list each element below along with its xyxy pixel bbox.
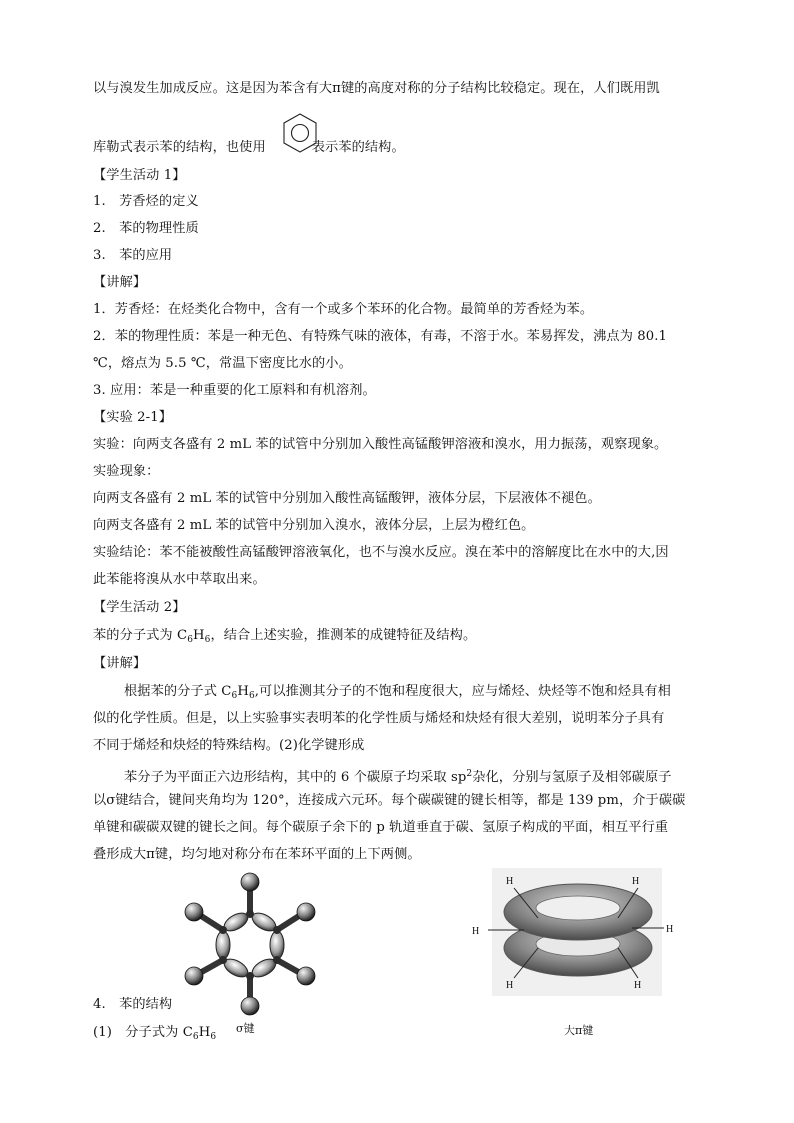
- text-fragment: ，结合上述实验，推测苯的成键特征及结构。: [210, 628, 477, 643]
- section-heading: 【实验 2-1】: [93, 410, 172, 425]
- text-fragment: 表示苯的结构。: [311, 140, 405, 155]
- paragraph-line: ℃，熔点为 5.5 ℃，常温下密度比水的小。: [93, 356, 352, 371]
- hydrogen-label: H: [666, 924, 674, 935]
- paragraph-line: 向两支各盛有 2 mL 苯的试管中分别加入酸性高锰酸钾，液体分层，下层液体不褪色。: [93, 491, 601, 506]
- text-fragment: 苯的分子式为 C: [93, 628, 188, 643]
- list-item: 4. 苯的结构: [93, 997, 173, 1012]
- paragraph-line: 叠形成大π键，均匀地对称分布在苯环平面的上下两侧。: [93, 847, 421, 862]
- subscript: 6: [192, 1032, 199, 1042]
- section-heading: 【学生活动 2】: [93, 600, 186, 615]
- paragraph-line: 实验现象：: [93, 464, 160, 479]
- section-heading: 【讲解】: [93, 275, 147, 290]
- paragraph-line: 3. 应用：苯是一种重要的化工原料和有机溶剂。: [93, 383, 376, 398]
- section-heading: 【学生活动 1】: [93, 168, 186, 183]
- paragraph-line: [124, 683, 744, 705]
- paragraph-line: [93, 627, 713, 649]
- hydrogen-label: H: [632, 876, 640, 887]
- text-fragment: ,可以推测其分子的不饱和程度很大，应与烯烃、炔烃等不饱和烃具有相: [254, 684, 671, 699]
- list-item: 2. 苯的物理性质: [93, 221, 199, 236]
- paragraph-line: 此苯能将溴从水中萃取出来。: [93, 572, 266, 587]
- benzene-ring-icon: [282, 112, 318, 154]
- subscript: 6: [187, 635, 194, 645]
- paragraph-line: 2．苯的物理性质：苯是一种无色、有特殊气味的液体，有毒，不溶于水。苯易挥发，沸点为 80.1: [93, 329, 668, 344]
- paragraph-line: 以与溴发生加成反应。这是因为苯含有大π键的高度对称的分子结构比较稳定。现在，人们既用凯: [93, 81, 660, 96]
- pi-bond-figure: [468, 868, 684, 998]
- text-fragment: 苯分子为平面正六边形结构，其中的 6 个碳原子均采取 sp: [124, 770, 467, 785]
- subscript: 6: [248, 691, 255, 701]
- superscript: 2: [466, 769, 473, 779]
- paragraph-line: [124, 765, 744, 787]
- hydrogen-label: H: [506, 980, 514, 991]
- hydrogen-label: H: [472, 926, 480, 937]
- text-fragment: H: [237, 684, 249, 699]
- pi-bond-caption: 大π键: [564, 1024, 594, 1037]
- subscript: 6: [231, 691, 238, 701]
- paragraph-line: 单键和碳碳双键的键长之间。每个碳原子余下的 p 轨道垂直于碳、氢原子构成的平面，相互平行重: [93, 820, 669, 835]
- section-heading: 【讲解】: [93, 656, 147, 671]
- subscript: 6: [204, 635, 211, 645]
- list-item: 3. 苯的应用: [93, 248, 173, 263]
- list-item: 1. 芳香烃的定义: [93, 194, 199, 209]
- text-fragment: H: [198, 1025, 211, 1040]
- text-fragment: 库勒式表示苯的结构，也使用: [93, 140, 266, 155]
- text-fragment: H: [193, 628, 205, 643]
- paragraph-line: 不同于烯烃和炔烃的特殊结构。(2)化学键形成: [93, 738, 365, 753]
- paragraph-line: 实验：向两支各盛有 2 mL 苯的试管中分别加入酸性高锰酸钾溶液和溴水，用力振荡，观察现象。: [93, 437, 668, 452]
- paragraph-line: 向两支各盛有 2 mL 苯的试管中分别加入溴水，液体分层，上层为橙红色。: [93, 518, 535, 533]
- text-fragment: 根据苯的分子式 C: [124, 684, 232, 699]
- text-fragment: (1) 分子式为 C: [93, 1025, 193, 1040]
- paragraph-line: 以σ键结合，键间夹角均为 120°，连接成六元环。每个碳碳键的键长相等，都是 139 pm，介于碳碳: [93, 793, 686, 808]
- hydrogen-label: H: [634, 980, 642, 991]
- subscript: 6: [210, 1032, 217, 1042]
- paragraph-line: 似的化学性质。但是，以上实验事实表明苯的化学性质与烯烃和炔烃有很大差别，说明苯分子具有: [93, 711, 665, 726]
- paragraph-line: 实验结论：苯不能被酸性高锰酸钾溶液氧化，也不与溴水反应。溴在苯中的溶解度比在水中的大,因: [93, 545, 669, 560]
- paragraph-line: 1．芳香烃：在烃类化合物中，含有一个或多个苯环的化合物。最简单的芳香烃为苯。: [93, 302, 594, 317]
- sigma-bond-caption: σ键: [236, 1022, 255, 1035]
- paragraph-line: [93, 139, 713, 157]
- list-item: [93, 1024, 217, 1046]
- hydrogen-label: H: [506, 876, 514, 887]
- text-fragment: 杂化，分别与氢原子及相邻碳原子: [472, 770, 672, 785]
